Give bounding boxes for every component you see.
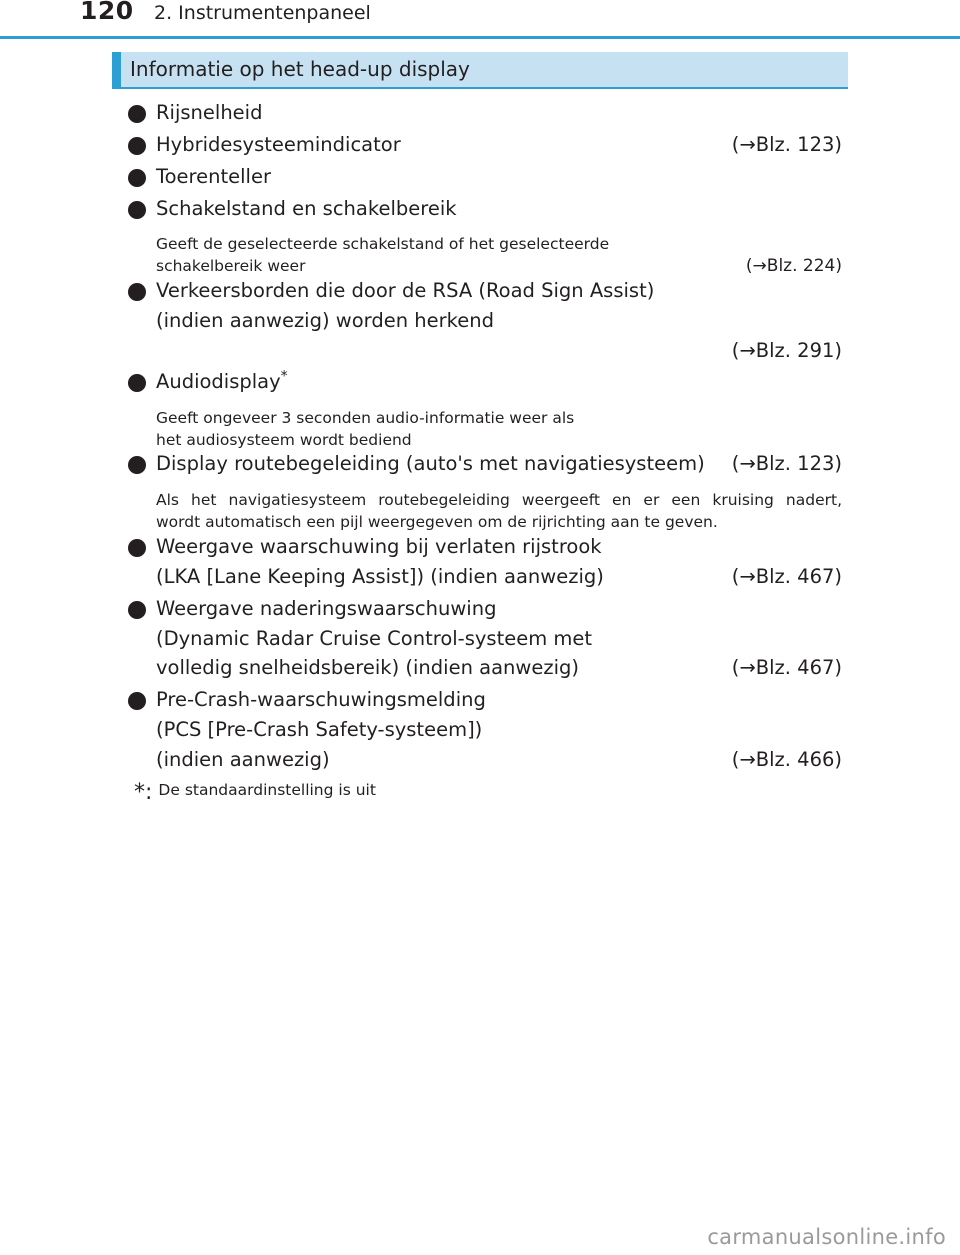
item-label: (Dynamic Radar Cruise Control-systeem met: [156, 627, 593, 650]
item-label: Verkeersborden die door de RSA (Road Sign Assist): [156, 279, 655, 302]
item-label: Weergave naderingswaarschuwing: [156, 597, 497, 620]
description-line: [156, 255, 842, 277]
list-item-route-guidance: [156, 449, 842, 479]
list-item-approach-warning-cont: [156, 624, 842, 654]
bullet-icon: [128, 601, 146, 619]
bullet-icon: [128, 137, 146, 155]
footnote-text: De standaardinstelling is uit: [158, 781, 376, 799]
description-line: wordt automatisch een pijl weergegeven om de rijrichting aan te geven.: [156, 513, 718, 531]
item-label: Pre-Crash-waarschuwingsmelding: [156, 688, 486, 711]
item-label: Audiodisplay: [156, 370, 281, 393]
list-item-road-signs: [156, 276, 842, 306]
list-item-approach-warning: [156, 594, 842, 624]
list-item-audio-display: [156, 367, 842, 397]
watermark: carmanualsonline.info: [707, 1225, 946, 1249]
item-description: [156, 233, 842, 277]
list-item-pre-crash: [156, 685, 842, 715]
item-label: Schakelstand en schakelbereik: [156, 197, 457, 220]
section-heading: [112, 52, 848, 89]
footnote-marker: *:: [134, 780, 153, 805]
footnote: [134, 780, 376, 805]
item-label: Hybridesysteemindicator: [156, 133, 401, 156]
page-reference: (→Blz. 467): [731, 656, 842, 679]
footnote-asterisk: *: [280, 368, 288, 385]
list-item-approach-warning-cont: [156, 653, 842, 683]
page-reference: (→Blz. 291): [731, 339, 842, 362]
item-label: (indien aanwezig) worden herkend: [156, 309, 494, 332]
list-item-hybrid-indicator: [156, 130, 842, 160]
item-label: Toerenteller: [156, 165, 271, 188]
item-description: [156, 407, 842, 451]
page-number: 120: [80, 0, 134, 25]
description-line: het audiosysteem wordt bediend: [156, 431, 412, 449]
item-label: Display routebegeleiding (auto's met navigatiesysteem): [156, 452, 705, 475]
list-item-road-signs-ref: [156, 336, 842, 366]
item-label: (LKA [Lane Keeping Assist]) (indien aanwezig): [156, 565, 604, 588]
list-item-shift-position: [156, 194, 842, 224]
list-item-pre-crash-cont: [156, 715, 842, 745]
item-label: (indien aanwezig): [156, 748, 330, 771]
section-title: Informatie op het head-up display: [130, 57, 470, 81]
list-item-tachometer: [156, 162, 842, 192]
description-line: Geeft ongeveer 3 seconden audio-informatie weer als: [156, 409, 575, 427]
page-reference: (→Blz. 466): [731, 748, 842, 771]
bullet-icon: [128, 374, 146, 392]
chapter-title: 2. Instrumentenpaneel: [154, 2, 371, 24]
page-reference: (→Blz. 123): [731, 452, 842, 475]
bullet-icon: [128, 456, 146, 474]
item-label: volledig snelheidsbereik) (indien aanwezig): [156, 656, 579, 679]
list-item-lane-departure-cont: [156, 562, 842, 592]
item-label: Weergave waarschuwing bij verlaten rijstrook: [156, 535, 602, 558]
list-item-road-signs-cont: [156, 306, 842, 336]
heading-accent-bar: [112, 52, 121, 87]
description-line: Geeft de geselecteerde schakelstand of het geselecteerde: [156, 235, 610, 253]
bullet-icon: [128, 692, 146, 710]
description-line: Als het navigatiesysteem routebegeleiding weergeeft en er een kruising nadert,: [156, 491, 842, 509]
list-item-lane-departure: [156, 532, 842, 562]
bullet-icon: [128, 201, 146, 219]
list-item-speed: [156, 98, 842, 128]
page-reference: (→Blz. 467): [731, 565, 842, 588]
bullet-icon: [128, 105, 146, 123]
list-item-pre-crash-cont: [156, 745, 842, 775]
bullet-icon: [128, 169, 146, 187]
item-description: [156, 489, 842, 533]
page-reference: (→Blz. 224): [745, 256, 842, 276]
description-line-text: schakelbereik weer: [156, 257, 306, 275]
item-label: (PCS [Pre-Crash Safety-systeem]): [156, 718, 483, 741]
bullet-icon: [128, 539, 146, 557]
page-header: [0, 0, 960, 39]
page-reference: (→Blz. 123): [731, 133, 842, 156]
bullet-icon: [128, 283, 146, 301]
item-label: Rijsnelheid: [156, 101, 263, 124]
